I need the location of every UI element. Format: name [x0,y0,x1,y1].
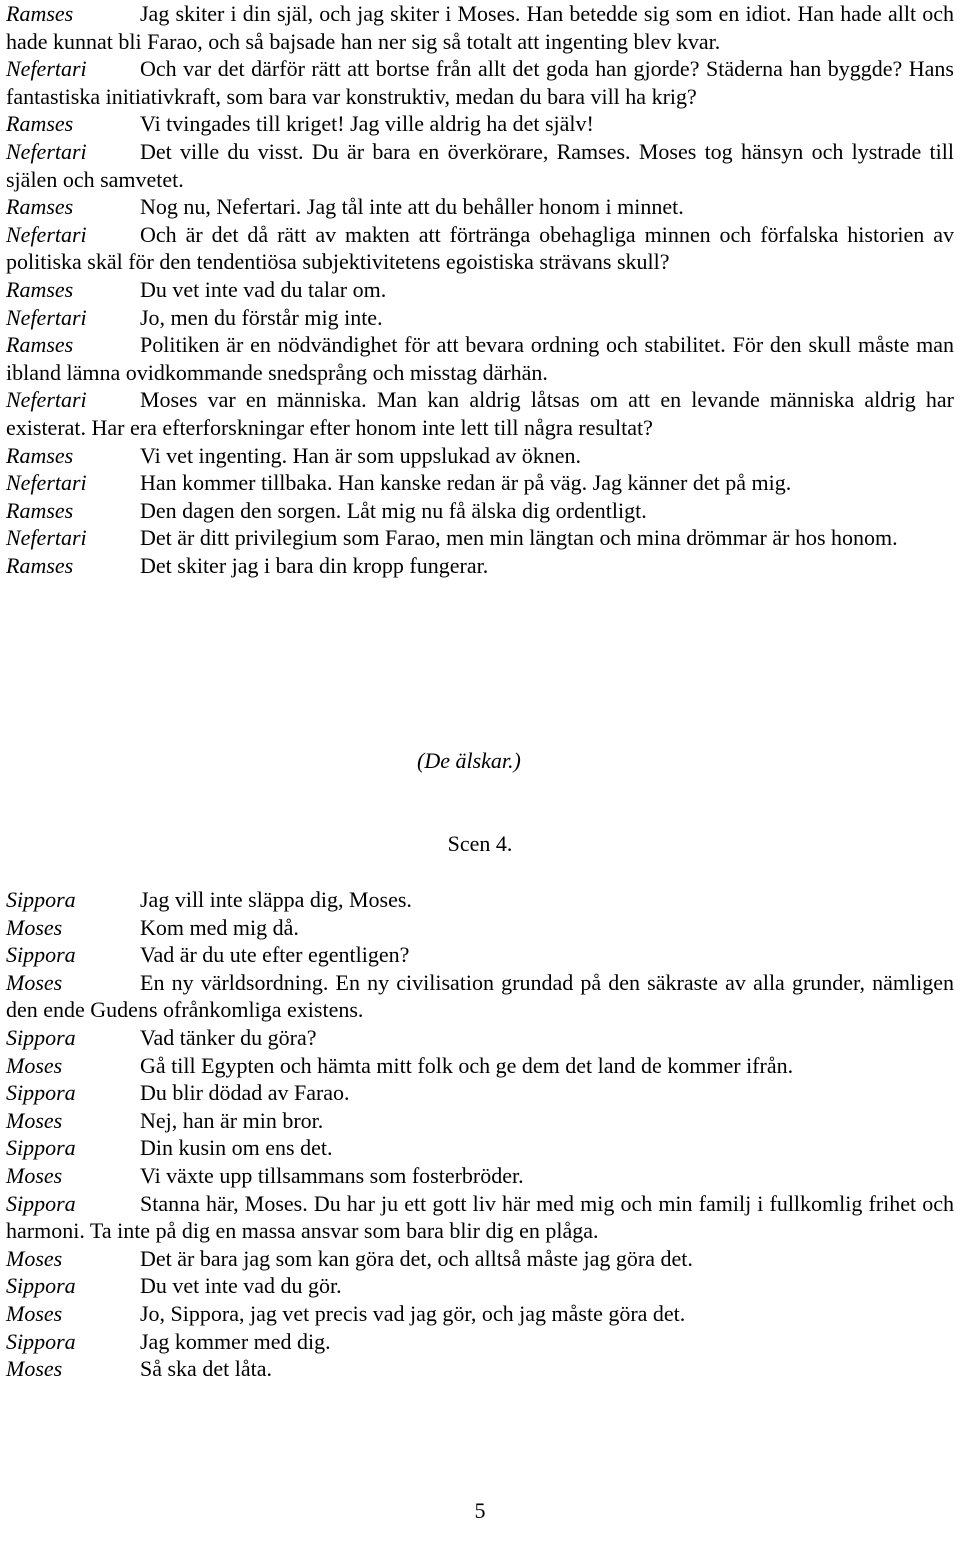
dialogue-line [6,914,954,942]
speaker-name: Ramses [6,332,74,358]
dialogue-line [6,138,954,193]
dialogue-line [6,886,954,914]
dialogue-text: Vi vet ingenting. Han är som uppslukad av öknen. [140,442,582,468]
speaker-name: Moses [6,914,63,940]
speaker-name: Moses [6,969,63,995]
speaker-name: Sippora [6,1273,76,1299]
dialogue-text: Jag kommer med dig. [140,1328,331,1354]
speaker-name: Sippora [6,1190,76,1216]
page-number: 5 [474,1498,486,1523]
dialogue-text: Så ska det låta. [140,1356,272,1382]
speaker-name: Sippora [6,887,76,912]
dialogue-line [6,552,954,580]
dialogue-line [6,276,954,304]
dialogue-line [6,0,954,55]
dialogue-text: Vi tvingades till kriget! Jag ville aldrig ha det själv! [140,111,594,137]
dialogue-line [6,1079,954,1107]
speaker-name: Ramses [6,276,74,302]
dialogue-text: Du vet inte vad du talar om. [140,276,387,302]
dialogue-line [6,1107,954,1135]
dialogue-text: Politiken är en nödvändighet för att bevara ordning och stabilitet. För den skull måste man ibland lämna ovidkommande snedsprång och misstag därhän. [6,332,954,385]
dialogue-line [6,469,954,497]
dialogue-text: Du blir dödad av Farao. [140,1080,350,1106]
dialogue-text: Din kusin om ens det. [140,1135,333,1161]
speaker-name: Moses [6,1107,63,1133]
speaker-name: Nefertari [6,138,87,164]
speaker-name: Moses [6,1052,63,1078]
speaker-name: Nefertari [6,304,87,330]
dialogue-text: Jo, Sippora, jag vet precis vad jag gör, och jag måste göra det. [140,1300,686,1326]
dialogue-line [6,304,954,332]
dialogue-line [6,1245,954,1273]
dialogue-line [6,1328,954,1356]
dialogue-line [6,1300,954,1328]
dialogue-line [6,1024,954,1052]
speaker-name: Sippora [6,1135,76,1161]
speaker-name: Sippora [6,1024,76,1050]
speaker-name: Nefertari [6,470,87,496]
stage-direction: (De älskar.) [417,748,521,773]
dialogue-line [6,524,954,552]
dialogue-text: Vad tänker du göra? [140,1024,317,1050]
dialogue-text: Det är bara jag som kan göra det, och alltså måste jag göra det. [140,1245,693,1271]
dialogue-line [6,386,954,441]
speaker-name: Ramses [6,497,74,523]
speaker-name: Ramses [6,442,74,468]
dialogue-line [6,1272,954,1300]
speaker-name: Ramses [6,552,74,578]
dialogue-text: Vad är du ute efter egentligen? [140,942,410,968]
dialogue-line [6,1134,954,1162]
speaker-name: Sippora [6,1080,76,1106]
speaker-name: Nefertari [6,221,87,247]
dialogue-line [6,442,954,470]
dialogue-text: Jo, men du förstår mig inte. [140,304,383,330]
dialogue-line [6,1052,954,1080]
speaker-name: Moses [6,1162,63,1188]
scene-3-dialogue [6,0,954,579]
dialogue-text: Stanna här, Moses. Du har ju ett gott liv här med mig och min familj i fullkomlig frihet och harmoni. Ta inte på dig en massa ansvar som bara blir dig en plåga. [6,1190,954,1244]
scene-4-dialogue [6,886,954,1383]
dialogue-text: Han kommer tillbaka. Han kanske redan är på väg. Jag känner det på mig. [140,470,792,496]
dialogue-text: Jag vill inte släppa dig, Moses. [140,887,412,912]
dialogue-text: Nog nu, Nefertari. Jag tål inte att du behåller honom i minnet. [140,194,684,220]
dialogue-text: Moses var en människa. Man kan aldrig låtsas om att en levande människa aldrig har existerat. Har era efterforskningar efter honom inte lett till några resultat? [6,387,954,440]
dialogue-text: Det skiter jag i bara din kropp fungerar. [140,552,489,578]
scene-heading: Scen 4. [447,831,513,856]
dialogue-line [6,969,954,1024]
dialogue-line [6,221,954,276]
speaker-name: Moses [6,1300,63,1326]
dialogue-text: Den dagen den sorgen. Låt mig nu få älska dig ordentligt. [140,497,647,523]
dialogue-text: Nej, han är min bror. [140,1107,324,1133]
dialogue-line [6,941,954,969]
speaker-name: Ramses [6,111,74,137]
dialogue-text: Det är ditt privilegium som Farao, men min längtan och mina drömmar är hos honom. [140,525,898,551]
dialogue-text: Jag skiter i din själ, och jag skiter i Moses. Han betedde sig som en idiot. Han hade allt och hade kunnat bli Farao, och så bajsade han ner sig så totalt att ingenting blev kvar. [6,1,954,54]
speaker-name: Nefertari [6,387,87,413]
dialogue-text: En ny världsordning. En ny civilisation grundad på den säkraste av alla grunder, nämligen den ende Gudens ofrånkomliga existens. [6,969,954,1023]
speaker-name: Nefertari [6,525,87,551]
dialogue-line [6,1162,954,1190]
speaker-name: Sippora [6,942,76,968]
speaker-name: Ramses [6,1,74,26]
dialogue-text: Kom med mig då. [140,914,299,940]
dialogue-line [6,110,954,138]
dialogue-line [6,1355,954,1383]
dialogue-line [6,55,954,110]
dialogue-text: Du vet inte vad du gör. [140,1273,342,1299]
dialogue-line [6,331,954,386]
speaker-name: Ramses [6,194,74,220]
speaker-name: Nefertari [6,56,87,82]
dialogue-line [6,1190,954,1245]
speaker-name: Sippora [6,1328,76,1354]
dialogue-text: Gå till Egypten och hämta mitt folk och ge dem det land de kommer ifrån. [140,1052,794,1078]
dialogue-text: Vi växte upp tillsammans som fosterbröder. [140,1162,524,1188]
dialogue-text: Och är det då rätt av makten att förtränga obehagliga minnen och förfalska historien av politiska skäl för den tendentiösa subjektivitetens egoistiska strävans skull? [6,221,954,275]
dialogue-text: Det ville du visst. Du är bara en överkörare, Ramses. Moses tog hänsyn och lystrade till själen och samvetet. [6,138,954,192]
dialogue-line [6,497,954,525]
dialogue-line [6,193,954,221]
dialogue-text: Och var det därför rätt att bortse från allt det goda han gjorde? Städerna han byggde? Hans fantastiska initiativkraft, som bara var konstruktiv, medan du bara vill ha krig? [6,56,954,109]
speaker-name: Moses [6,1245,63,1271]
speaker-name: Moses [6,1356,63,1382]
